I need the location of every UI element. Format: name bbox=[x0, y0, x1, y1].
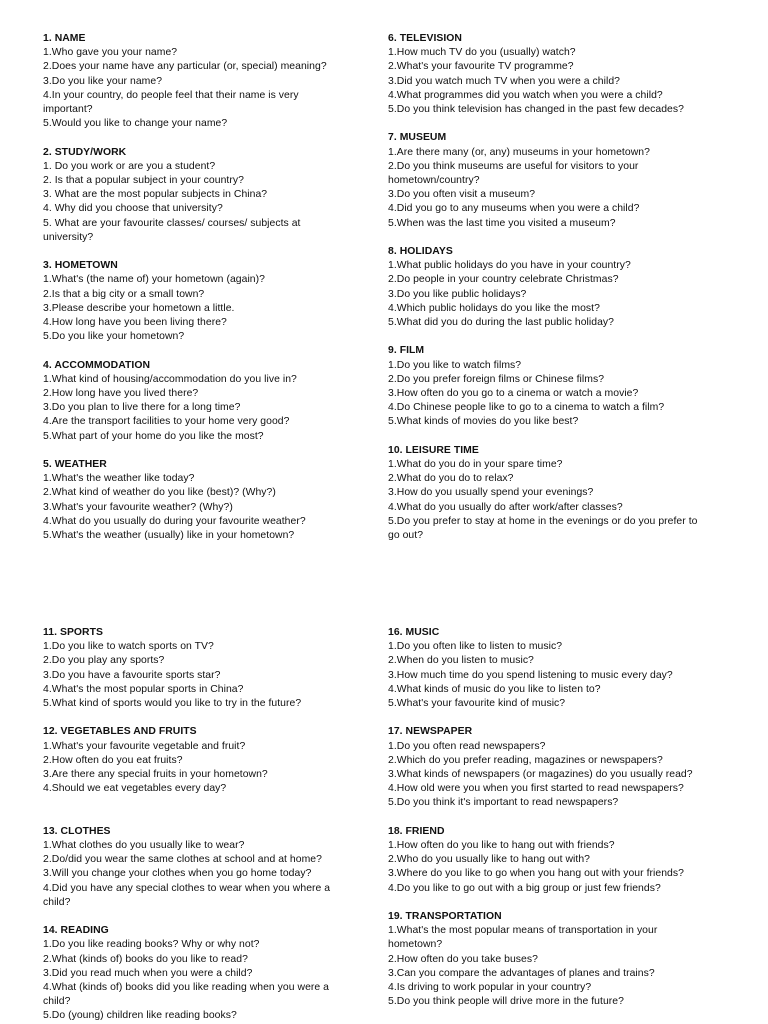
question-item: 3.Are there any special fruits in your hometown? bbox=[43, 769, 268, 781]
question-item: 1.What public holidays do you have in your country? bbox=[388, 260, 631, 272]
section-study-work bbox=[43, 146, 363, 245]
section-heading: 9. FILM bbox=[388, 345, 425, 357]
question-item: 4.What's the most popular sports in China? bbox=[43, 683, 244, 695]
question-item: 5.What's your favourite kind of music? bbox=[388, 698, 566, 710]
question-item: 1.What's (the name of) your hometown (again)? bbox=[43, 274, 265, 286]
question-item: 1.What clothes do you usually like to wear? bbox=[43, 840, 245, 851]
section-holidays bbox=[388, 245, 708, 330]
question-item: 5.What kind of sports would you like to try in the future? bbox=[43, 698, 302, 710]
section-heading: 1. NAME bbox=[43, 33, 86, 44]
question-item: 1.What's the weather like today? bbox=[43, 473, 195, 485]
question-item: 5.What part of your home do you like the most? bbox=[43, 430, 264, 442]
question-item: 3.Where do you like to go when you hang out with your friends? bbox=[388, 868, 684, 880]
section-friend bbox=[388, 825, 708, 896]
section-heading: 3. HOMETOWN bbox=[43, 260, 118, 272]
question-item: 2.Do you play any sports? bbox=[43, 655, 165, 667]
question-item: 4.What (kinds of) books did you like reading when you were a child? bbox=[43, 982, 330, 1008]
section-clothes bbox=[43, 825, 363, 910]
section-accommodation bbox=[43, 359, 363, 444]
question-item: 5.Do (young) children like reading books? bbox=[43, 1010, 237, 1022]
section-heading: 14. READING bbox=[43, 925, 109, 937]
question-item: 2.Do people in your country celebrate Christmas? bbox=[388, 274, 619, 286]
question-item: 4.In your country, do people feel that their name is very important? bbox=[43, 89, 299, 116]
section-film bbox=[388, 344, 708, 429]
right-top-column bbox=[388, 32, 708, 543]
question-item: 3.Will you change your clothes when you go home today? bbox=[43, 868, 312, 880]
question-item: 2. Is that a popular subject in your country? bbox=[43, 175, 244, 187]
question-item: 1.How much TV do you (usually) watch? bbox=[388, 47, 576, 59]
question-item: 4.Which public holidays do you like the most? bbox=[388, 302, 600, 314]
section-transportation bbox=[388, 910, 708, 1009]
question-item: 2.Who do you usually like to hang out with? bbox=[388, 854, 591, 866]
question-item: 2.When do you listen to music? bbox=[388, 655, 534, 667]
question-item: 2.What do you do to relax? bbox=[388, 473, 514, 485]
question-item: 5.Do you think people will drive more in the future? bbox=[388, 996, 624, 1008]
section-heading: 7. MUSEUM bbox=[388, 132, 447, 144]
section-weather bbox=[43, 458, 363, 543]
question-item: 1.What's the most popular means of transportation in your hometown? bbox=[388, 925, 658, 951]
question-item: 3.Do you have a favourite sports star? bbox=[43, 669, 221, 681]
question-item: 3.Do you like your name? bbox=[43, 75, 163, 87]
section-heading: 12. VEGETABLES AND FRUITS bbox=[43, 726, 197, 738]
question-item: 4.How long have you been living there? bbox=[43, 317, 227, 329]
question-item: 5.What kinds of movies do you like best? bbox=[388, 416, 579, 428]
question-item: 3.Did you read much when you were a child? bbox=[43, 967, 253, 979]
question-item: 3.Please describe your hometown a little. bbox=[43, 302, 235, 314]
left-bottom-column bbox=[43, 626, 363, 1024]
question-item: 1.Do you like to watch sports on TV? bbox=[43, 641, 214, 653]
question-item: 1.Who gave you your name? bbox=[43, 47, 178, 59]
question-item: 3.How often do you go to a cinema or watch a movie? bbox=[388, 388, 639, 400]
question-item: 2.How long have you lived there? bbox=[43, 388, 199, 400]
section-heading: 13. CLOTHES bbox=[43, 825, 111, 837]
section-reading bbox=[43, 924, 363, 1023]
question-item: 4.Do you like to go out with a big group or just few friends? bbox=[388, 882, 661, 894]
question-item: 4.How old were you when you first started to read newspapers? bbox=[388, 783, 684, 795]
section-heading: 18. FRIEND bbox=[388, 825, 445, 837]
question-item: 3. What are the most popular subjects in China? bbox=[43, 189, 268, 201]
question-item: 1.What do you do in your spare time? bbox=[388, 459, 563, 471]
question-item: 3.Can you compare the advantages of planes and trains? bbox=[388, 967, 655, 979]
question-item: 3.Do you plan to live there for a long time? bbox=[43, 402, 241, 414]
section-television bbox=[388, 32, 708, 117]
question-item: 1.Do you like to watch films? bbox=[388, 359, 522, 371]
question-item: 5.What's the weather (usually) like in your hometown? bbox=[43, 530, 295, 542]
section-music bbox=[388, 626, 708, 711]
section-heading: 11. SPORTS bbox=[43, 627, 103, 638]
question-item: 2.What (kinds of) books do you like to read? bbox=[43, 953, 248, 965]
left-top-column bbox=[43, 32, 363, 543]
question-item: 4. Why did you choose that university? bbox=[43, 203, 223, 215]
question-item: 5.Would you like to change your name? bbox=[43, 118, 228, 130]
section-museum bbox=[388, 131, 708, 230]
section-heading: 17. NEWSPAPER bbox=[388, 726, 473, 738]
section-name bbox=[43, 32, 363, 131]
question-item: 3.What kinds of newspapers (or magazines) do you usually read? bbox=[388, 769, 693, 781]
question-item: 1.Do you often like to listen to music? bbox=[388, 641, 563, 653]
question-item: 2.What's your favourite TV programme? bbox=[388, 61, 574, 73]
question-item: 5.Do you think it's important to read newspapers? bbox=[388, 797, 619, 809]
question-item: 2.How often do you eat fruits? bbox=[43, 754, 183, 766]
section-heading: 4. ACCOMMODATION bbox=[43, 359, 151, 371]
section-heading: 2. STUDY/WORK bbox=[43, 146, 127, 158]
section-heading: 19. TRANSPORTATION bbox=[388, 911, 502, 923]
section-newspaper bbox=[388, 725, 708, 810]
question-item: 5.Do you think television has changed in the past few decades? bbox=[388, 104, 684, 116]
section-heading: 6. TELEVISION bbox=[388, 33, 462, 44]
section-heading: 8. HOLIDAYS bbox=[388, 246, 453, 258]
question-item: 3.How do you usually spend your evenings? bbox=[388, 487, 594, 499]
question-item: 2.Which do you prefer reading, magazines or newspapers? bbox=[388, 754, 663, 766]
question-item: 4.Did you have any special clothes to wear when you where a child? bbox=[43, 882, 331, 908]
question-item: 5.When was the last time you visited a museum? bbox=[388, 217, 616, 229]
question-item: 4.Are the transport facilities to your home very good? bbox=[43, 416, 290, 428]
question-item: 1.What kind of housing/accommodation do you live in? bbox=[43, 373, 297, 385]
question-item: 4.Did you go to any museums when you were a child? bbox=[388, 203, 640, 215]
question-item: 2.What kind of weather do you like (best)? (Why?) bbox=[43, 487, 276, 499]
question-item: 5.What did you do during the last public holiday? bbox=[388, 317, 614, 329]
question-item: 4.What programmes did you watch when you were a child? bbox=[388, 89, 663, 101]
question-item: 4.What do you usually do after work/after classes? bbox=[388, 501, 623, 513]
question-item: 4.Do Chinese people like to go to a cinema to watch a film? bbox=[388, 402, 665, 414]
question-item: 4.Is driving to work popular in your country? bbox=[388, 982, 592, 994]
question-item: 2.Is that a big city or a small town? bbox=[43, 288, 205, 300]
question-item: 3.Do you like public holidays? bbox=[388, 288, 527, 300]
section-sports bbox=[43, 626, 363, 711]
right-bottom-column bbox=[388, 626, 708, 1009]
question-item: 1. Do you work or are you a student? bbox=[43, 160, 216, 172]
question-item: 2.Do you prefer foreign films or Chinese films? bbox=[388, 373, 605, 385]
question-item: 4.Should we eat vegetables every day? bbox=[43, 783, 227, 795]
question-item: 3.What's your favourite weather? (Why?) bbox=[43, 501, 233, 513]
question-item: 5.Do you prefer to stay at home in the evenings or do you prefer to go out? bbox=[388, 515, 698, 542]
section-heading: 5. WEATHER bbox=[43, 459, 107, 471]
question-item: 2.Do you think museums are useful for visitors to your hometown/country? bbox=[388, 160, 639, 187]
section-leisure-time bbox=[388, 444, 708, 543]
question-item: 5.Do you like your hometown? bbox=[43, 331, 185, 343]
question-item: 2.How often do you take buses? bbox=[388, 953, 538, 965]
question-item: 1.Do you like reading books? Why or why not? bbox=[43, 939, 260, 951]
section-vegetables-and-fruits bbox=[43, 725, 363, 796]
question-item: 3.Did you watch much TV when you were a child? bbox=[388, 75, 620, 87]
section-heading: 10. LEISURE TIME bbox=[388, 444, 479, 456]
question-item: 1.Do you often read newspapers? bbox=[388, 740, 546, 752]
question-item: 3.Do you often visit a museum? bbox=[388, 189, 536, 201]
question-item: 5. What are your favourite classes/ courses/ subjects at university? bbox=[43, 217, 301, 243]
question-item: 2.Does your name have any particular (or, special) meaning? bbox=[43, 61, 327, 73]
question-item: 3.How much time do you spend listening to music every day? bbox=[388, 669, 673, 681]
question-item: 1.How often do you like to hang out with friends? bbox=[388, 840, 615, 852]
question-item: 4.What kinds of music do you like to listen to? bbox=[388, 683, 601, 695]
question-item: 1.What's your favourite vegetable and fruit? bbox=[43, 740, 246, 752]
question-item: 2.Do/did you wear the same clothes at school and at home? bbox=[43, 854, 322, 866]
section-heading: 16. MUSIC bbox=[388, 627, 440, 638]
question-item: 1.Are there many (or, any) museums in your hometown? bbox=[388, 146, 650, 158]
question-item: 4.What do you usually do during your favourite weather? bbox=[43, 515, 306, 527]
section-hometown bbox=[43, 259, 363, 344]
